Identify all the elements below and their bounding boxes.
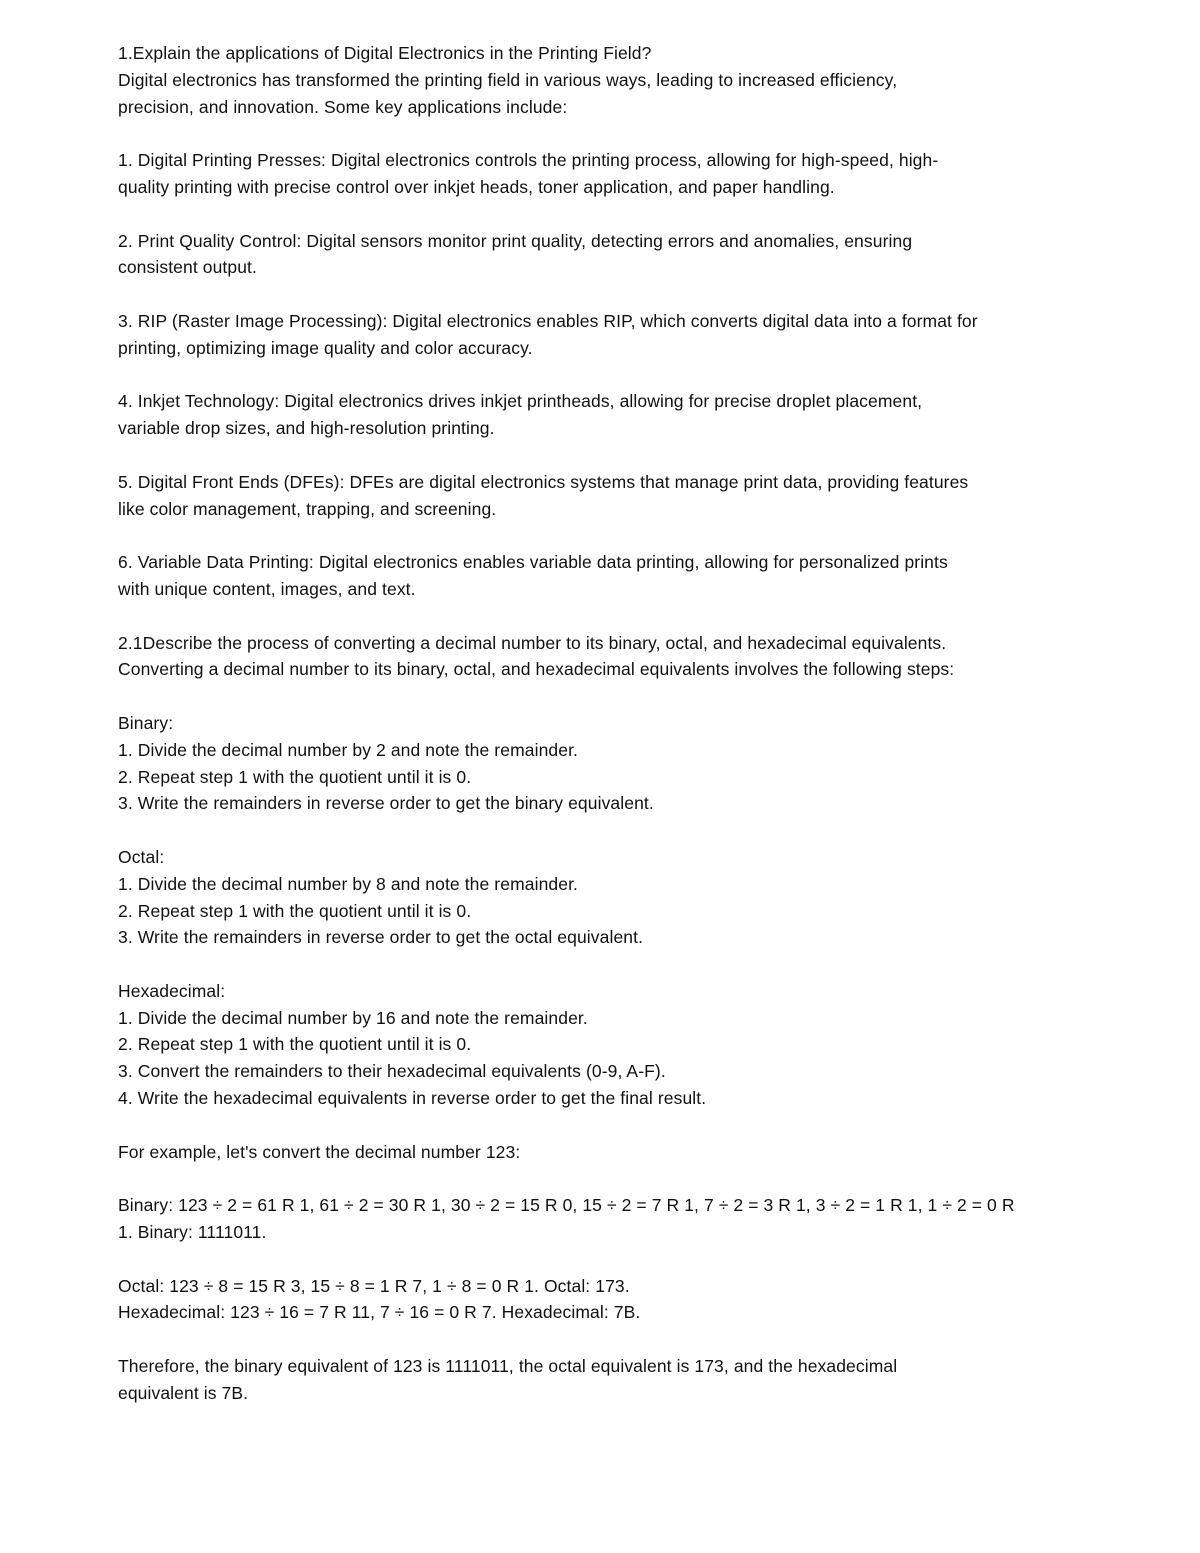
q1-heading: 1.Explain the applications of Digital Electronics in the Printing Field? xyxy=(118,43,652,63)
q1-intro-line-2: precision, and innovation. Some key applications include: xyxy=(118,96,568,117)
hex-step-2: 2. Repeat step 1 with the quotient until it is 0. xyxy=(118,1034,472,1055)
q2-heading: 2.1Describe the process of converting a decimal number to its binary, octal, and hexadecimal equivalents. xyxy=(118,632,947,653)
conclusion-line-2: equivalent is 7B. xyxy=(118,1382,249,1403)
hex-step-4: 4. Write the hexadecimal equivalents in reverse order to get the final result. xyxy=(118,1088,707,1109)
blank-line xyxy=(118,522,1078,549)
blank-line xyxy=(118,442,1078,469)
binary-step-1: 1. Divide the decimal number by 2 and note the remainder. xyxy=(118,739,578,760)
app-6-line-2: with unique content, images, and text. xyxy=(118,578,416,599)
app-6-line-1: 6. Variable Data Printing: Digital electronics enables variable data printing, allowing for personalized prints xyxy=(118,552,948,573)
app-5-line-1: 5. Digital Front Ends (DFEs): DFEs are digital electronics systems that manage print data, providing features xyxy=(118,471,969,492)
document-page xyxy=(118,40,1078,1407)
app-1-line-2: quality printing with precise control over inkjet heads, toner application, and paper handling. xyxy=(118,176,835,197)
binary-step-3: 3. Write the remainders in reverse order to get the binary equivalent. xyxy=(118,793,654,814)
blank-line xyxy=(118,201,1078,228)
hex-heading: Hexadecimal: xyxy=(118,980,226,1001)
blank-line xyxy=(118,1165,1078,1192)
binary-example-line-2: 1. Binary: 1111011. xyxy=(118,1222,267,1243)
octal-step-1: 1. Divide the decimal number by 8 and note the remainder. xyxy=(118,873,578,894)
app-4-line-1: 4. Inkjet Technology: Digital electronics drives inkjet printheads, allowing for precise droplet placement, xyxy=(118,391,923,412)
blank-line xyxy=(118,683,1078,710)
octal-example: Octal: 123 ÷ 8 = 15 R 3, 15 ÷ 8 = 1 R 7, 1 ÷ 8 = 0 R 1. Octal: 173. xyxy=(118,1275,630,1296)
blank-line xyxy=(118,362,1078,389)
blank-line xyxy=(118,281,1078,308)
conclusion-line-1: Therefore, the binary equivalent of 123 is 1111011, the octal equivalent is 173, and the hexadecimal xyxy=(118,1356,898,1377)
octal-step-3: 3. Write the remainders in reverse order to get the octal equivalent. xyxy=(118,927,644,948)
binary-example-line-1: Binary: 123 ÷ 2 = 61 R 1, 61 ÷ 2 = 30 R 1, 30 ÷ 2 = 15 R 0, 15 ÷ 2 = 7 R 1, 7 ÷ 2 = 3 R 1, 3 ÷ 2 = 1 R 1, 1 ÷ 2 = 0 R xyxy=(118,1195,1015,1216)
app-4-line-2: variable drop sizes, and high-resolution printing. xyxy=(118,418,495,439)
app-1-line-1: 1. Digital Printing Presses: Digital electronics controls the printing process, allowing for high-speed, high- xyxy=(118,150,939,171)
binary-heading: Binary: xyxy=(118,712,174,733)
octal-heading: Octal: xyxy=(118,846,165,867)
app-2-line-1: 2. Print Quality Control: Digital sensors monitor print quality, detecting errors and anomalies, ensuring xyxy=(118,230,913,251)
q1-intro-line-1: Digital electronics has transformed the printing field in various ways, leading to increased efficiency, xyxy=(118,69,898,90)
q2-intro: Converting a decimal number to its binary, octal, and hexadecimal equivalents involves the following steps: xyxy=(118,659,955,680)
binary-step-2: 2. Repeat step 1 with the quotient until it is 0. xyxy=(118,766,472,787)
octal-step-2: 2. Repeat step 1 with the quotient until it is 0. xyxy=(118,900,472,921)
blank-line xyxy=(118,603,1078,630)
hex-example: Hexadecimal: 123 ÷ 16 = 7 R 11, 7 ÷ 16 = 0 R 7. Hexadecimal: 7B. xyxy=(118,1302,641,1323)
hex-step-1: 1. Divide the decimal number by 16 and note the remainder. xyxy=(118,1007,588,1028)
app-3-line-2: printing, optimizing image quality and color accuracy. xyxy=(118,337,533,358)
blank-line xyxy=(118,1112,1078,1139)
hex-step-3: 3. Convert the remainders to their hexadecimal equivalents (0-9, A-F). xyxy=(118,1061,666,1082)
app-3-line-1: 3. RIP (Raster Image Processing): Digital electronics enables RIP, which converts digital data into a format for xyxy=(118,310,978,331)
app-2-line-2: consistent output. xyxy=(118,257,257,278)
blank-line xyxy=(118,1246,1078,1273)
app-5-line-2: like color management, trapping, and screening. xyxy=(118,498,497,519)
example-intro: For example, let's convert the decimal number 123: xyxy=(118,1141,521,1162)
blank-line xyxy=(118,951,1078,978)
blank-line xyxy=(118,1326,1078,1353)
blank-line xyxy=(118,817,1078,844)
blank-line xyxy=(118,120,1078,147)
